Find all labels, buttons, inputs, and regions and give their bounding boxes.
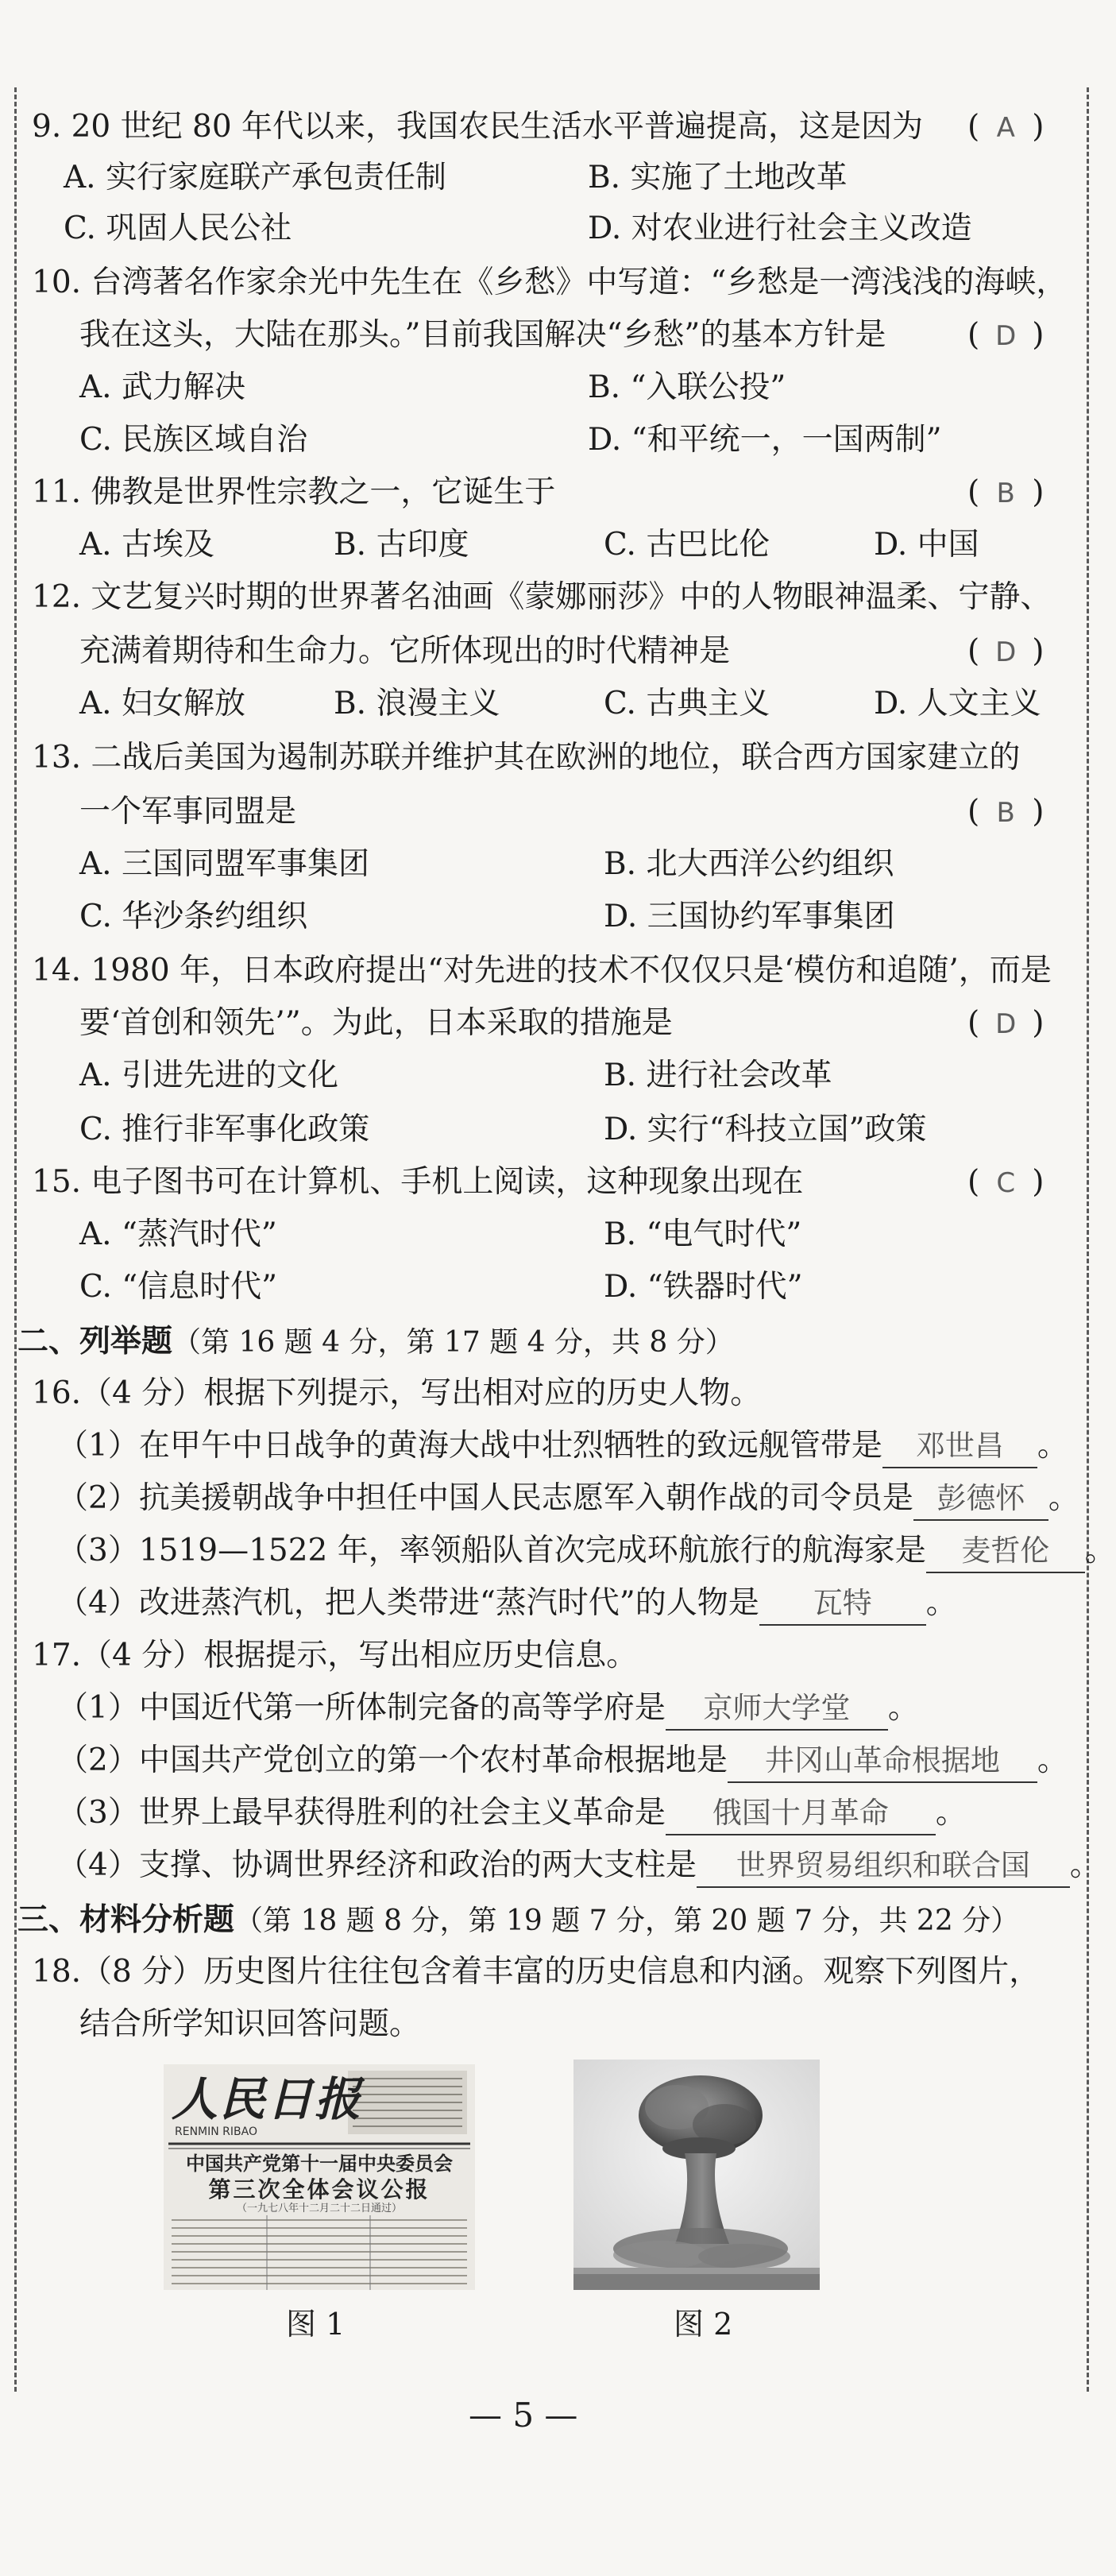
q10-option-c: C. 民族区域自治: [79, 422, 308, 458]
q16-item-3-answer: 麦哲伦: [926, 1530, 1085, 1573]
q17-item-4-text: （4）支撑、协调世界经济和政治的两大支柱是: [57, 1847, 697, 1883]
q15-option-a: A. “蒸汽时代”: [79, 1216, 277, 1252]
q15-option-c: C. “信息时代”: [79, 1269, 278, 1305]
q10-answer: D: [995, 320, 1017, 352]
q15-option-b: B. “电气时代”: [604, 1216, 802, 1252]
section2-heading: [17, 1317, 734, 1365]
q10-answer-bracket: ( D ): [967, 311, 1044, 359]
section2-title: 二、列举题: [17, 1323, 173, 1360]
q12-answer-bracket: ( D ): [967, 628, 1044, 675]
q14-option-b: B. 进行社会改革: [604, 1058, 832, 1093]
q17-item-4-answer: 世界贸易组织和联合国: [697, 1845, 1070, 1888]
q14-option-c: C. 推行非军事化政策: [79, 1112, 370, 1147]
q15-option-d: D. “铁器时代”: [604, 1269, 803, 1305]
q16-item-1-text: （1）在甲午中日战争的黄海大战中壮烈牺牲的致远舰管带是: [57, 1428, 882, 1464]
section2-note: （第 16 题 4 分，第 17 题 4 分，共 8 分）: [172, 1326, 734, 1359]
q11-option-a: A. 古埃及: [79, 527, 214, 563]
newspaper-headline-2: 第三次全体会议公报: [208, 2176, 431, 2203]
page-number: — 5 —: [469, 2396, 578, 2435]
q14-option-d: D. 实行“科技立国”政策: [604, 1112, 927, 1147]
section3-title: 三、材料分析题: [17, 1901, 235, 1938]
q17-item-2-text: （2）中国共产党创立的第一个农村革命根据地是: [57, 1742, 728, 1778]
section3-note: （第 18 题 8 分，第 19 题 7 分，第 20 题 7 分，共 22 分）: [234, 1905, 1020, 1937]
q11-answer: B: [996, 478, 1015, 509]
newspaper-pinyin: RENMIN RIBAO: [175, 2125, 257, 2138]
q17-item-1: [57, 1684, 919, 1732]
q17-item-1-end: 。: [887, 1690, 919, 1726]
q10-option-d: D. “和平统一，一国两制”: [588, 422, 942, 458]
q17-item-2-end: 。: [1037, 1742, 1068, 1778]
q16-stem: 16.（4 分）根据下列提示，写出相对应的历史人物。: [32, 1375, 762, 1411]
q9-option-b: B. 实施了土地改革: [588, 160, 848, 195]
q13-stem-line2: 一个军事同盟是: [79, 794, 297, 830]
q16-item-2-text: （2）抗美援朝战争中担任中国人民志愿军入朝作战的司令员是: [57, 1480, 913, 1516]
q13-answer: B: [996, 797, 1015, 829]
q17-item-3-text: （3）世界上最早获得胜利的社会主义革命是: [57, 1795, 666, 1831]
q14-stem-line1: 14. 1980 年，日本政府提出“对先进的技术不仅仅只是‘模仿和追随’，而是: [32, 953, 1052, 988]
q12-stem-line1: 12. 文艺复兴时期的世界著名油画《蒙娜丽莎》中的人物眼神温柔、宁静、: [32, 579, 1052, 615]
q16-item-3: [57, 1527, 1116, 1575]
q14-stem-line2: 要‘首创和领先’”。为此，日本采取的措施是: [79, 1005, 673, 1041]
q16-item-4-text: （4）改进蒸汽机，把人类带进“蒸汽时代”的人物是: [57, 1585, 759, 1621]
q11-answer-bracket: ( B ): [967, 469, 1044, 516]
figure-2-caption: 图 2: [674, 2307, 733, 2342]
q12-option-b: B. 浪漫主义: [334, 686, 500, 721]
q16-item-3-end: 。: [1084, 1533, 1116, 1568]
q11-option-c: C. 古巴比伦: [604, 527, 770, 563]
q13-answer-bracket: ( B ): [967, 788, 1044, 836]
section3-heading: [17, 1896, 1019, 1944]
q17-item-2: [57, 1737, 1068, 1785]
q15-answer: C: [996, 1167, 1016, 1199]
q10-stem-line1: 10. 台湾著名作家余光中先生在《乡愁》中写道：“乡愁是一湾浅浅的海峡，: [32, 265, 1068, 300]
left-binding-line: [14, 87, 17, 2392]
q17-stem: 17.（4 分）根据提示，写出相应历史信息。: [32, 1638, 638, 1673]
q12-option-d: D. 人文主义: [874, 686, 1041, 721]
q14-option-a: A. 引进先进的文化: [79, 1058, 338, 1093]
q16-item-1: [57, 1422, 1068, 1470]
q17-item-4: [57, 1842, 1101, 1889]
q16-item-4-answer: 瓦特: [759, 1583, 926, 1626]
q10-stem-line2: 我在这头，大陆在那头。”目前我国解决“乡愁”的基本方针是: [79, 317, 886, 353]
q16-item-3-text: （3）1519—1522 年，率领船队首次完成环航旅行的航海家是: [57, 1533, 926, 1568]
q17-item-4-end: 。: [1069, 1847, 1101, 1883]
q9-answer-bracket: ( A ): [967, 103, 1044, 151]
figure-1-newspaper: [164, 2064, 475, 2290]
mushroom-cloud-photo: [573, 2060, 820, 2290]
q17-item-3-end: 。: [935, 1795, 967, 1831]
figure-1-caption: 图 1: [286, 2307, 346, 2342]
q12-answer: D: [995, 636, 1017, 668]
q18-stem-line1: 18.（8 分）历史图片往往包含着丰富的历史信息和内涵。观察下列图片，: [32, 1954, 1041, 1990]
q13-stem-line1: 13. 二战后美国为遏制苏联并维护其在欧洲的地位，联合西方国家建立的: [32, 740, 1021, 776]
newspaper-dateline: （一九七八年十二月二十二日通过）: [236, 2203, 402, 2214]
q11-stem: 11. 佛教是世界性宗教之一，它诞生于: [32, 474, 556, 510]
q16-item-1-answer: 邓世昌: [882, 1425, 1037, 1468]
q14-answer: D: [995, 1008, 1017, 1040]
q9-option-d: D. 对农业进行社会主义改造: [588, 211, 972, 246]
q11-option-d: D. 中国: [874, 527, 979, 563]
q17-item-1-answer: 京师大学堂: [666, 1688, 888, 1731]
q16-item-2-answer: 彭德怀: [913, 1478, 1048, 1521]
q9-option-a: A. 实行家庭联产承包责任制: [64, 160, 446, 195]
q12-option-c: C. 古典主义: [604, 686, 770, 721]
q13-option-d: D. 三国协约军事集团: [604, 899, 895, 934]
q15-answer-bracket: ( C ): [967, 1158, 1044, 1206]
q13-option-c: C. 华沙条约组织: [79, 899, 308, 934]
q13-option-b: B. 北大西洋公约组织: [604, 846, 894, 882]
q9-answer: A: [996, 112, 1015, 144]
q17-item-3: [57, 1789, 967, 1837]
q14-answer-bracket: ( D ): [967, 1000, 1044, 1047]
figure-2-mushroom-cloud: [573, 2060, 820, 2290]
q16-item-4-end: 。: [925, 1585, 957, 1621]
right-binding-line: [1087, 87, 1089, 2392]
q16-item-2: [57, 1475, 1079, 1522]
q12-stem-line2: 充满着期待和生命力。它所体现出的时代精神是: [79, 633, 731, 669]
q16-item-2-end: 。: [1048, 1480, 1079, 1516]
q9-stem: 9. 20 世纪 80 年代以来，我国农民生活水平普遍提高，这是因为: [32, 109, 924, 145]
q11-option-b: B. 古印度: [334, 527, 469, 563]
q17-item-1-text: （1）中国近代第一所体制完备的高等学府是: [57, 1690, 666, 1726]
q13-option-a: A. 三国同盟军事集团: [79, 846, 369, 882]
q16-item-4: [57, 1580, 957, 1627]
q15-stem: 15. 电子图书可在计算机、手机上阅读，这种现象出现在: [32, 1164, 804, 1200]
q17-item-3-answer: 俄国十月革命: [666, 1793, 936, 1835]
newspaper-masthead: 人民日报: [172, 2072, 363, 2126]
q17-item-2-answer: 井冈山革命根据地: [728, 1740, 1037, 1783]
q10-option-a: A. 武力解决: [79, 369, 245, 405]
newspaper-headline-1: 中国共产党第十一届中央委员会: [186, 2152, 453, 2175]
q12-option-a: A. 妇女解放: [79, 686, 245, 721]
q16-item-1-end: 。: [1037, 1428, 1068, 1464]
q10-option-b: B. “入联公投”: [588, 369, 786, 405]
q9-option-c: C. 巩固人民公社: [64, 211, 292, 246]
q18-stem-line2: 结合所学知识回答问题。: [79, 2006, 421, 2042]
